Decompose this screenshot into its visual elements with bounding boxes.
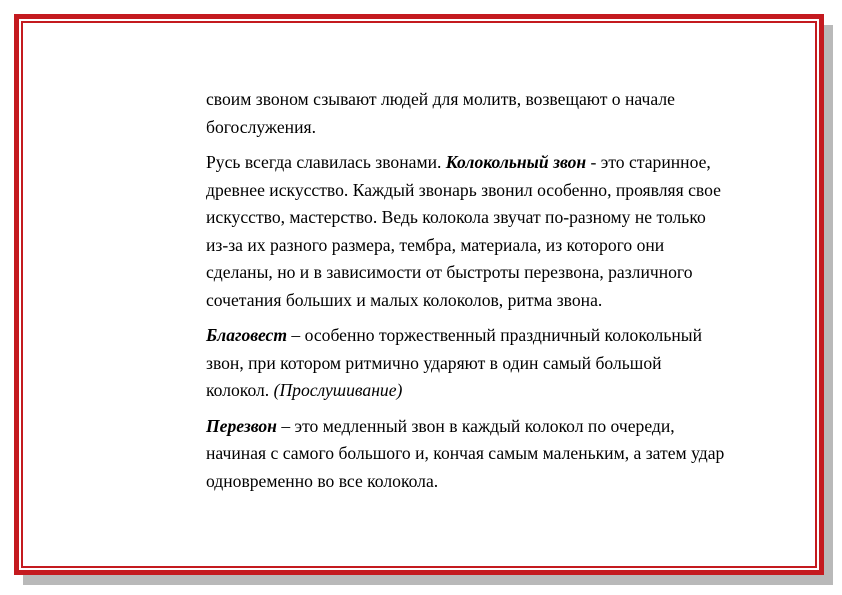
text-run: Русь всегда славилась звонами. <box>206 152 446 172</box>
slide-text <box>206 86 726 503</box>
text-run: - это старинное, древнее искусство. Каждый звонарь звонил особенно, проявляя свое искусство, мастерство. Ведь колокола звучат по-разному не только из-за их разного размера, тембра, материала, из которого они сделаны, но и в зависимости от быстроты перезвона, различного сочетания больших и малых колоколов, ритма звона. <box>206 152 721 310</box>
text-run: – особенно торжественный праздничный колокольный звон, при котором ритмично ударяют в один самый большой колокол. <box>206 325 703 400</box>
text-run: – это медленный звон в каждый колокол по очереди, начиная с самого большого и, кончая самым маленьким, а затем удар одновременно во все колокола. <box>206 415 725 491</box>
paragraph-1 <box>206 86 726 141</box>
listening-note: (Прослушивание) <box>273 380 403 400</box>
paragraph-2 <box>206 149 726 314</box>
paragraph-3 <box>206 322 726 405</box>
text-run: своим звоном сзывают людей для молитв, возвещают о начале богослужения. <box>206 89 675 137</box>
term-blagovest: Благовест <box>206 325 288 345</box>
term-kolokolny-zvon: Колокольный звон <box>445 152 587 172</box>
paragraph-4 <box>206 413 726 496</box>
term-perezvon: Перезвон <box>206 415 277 436</box>
